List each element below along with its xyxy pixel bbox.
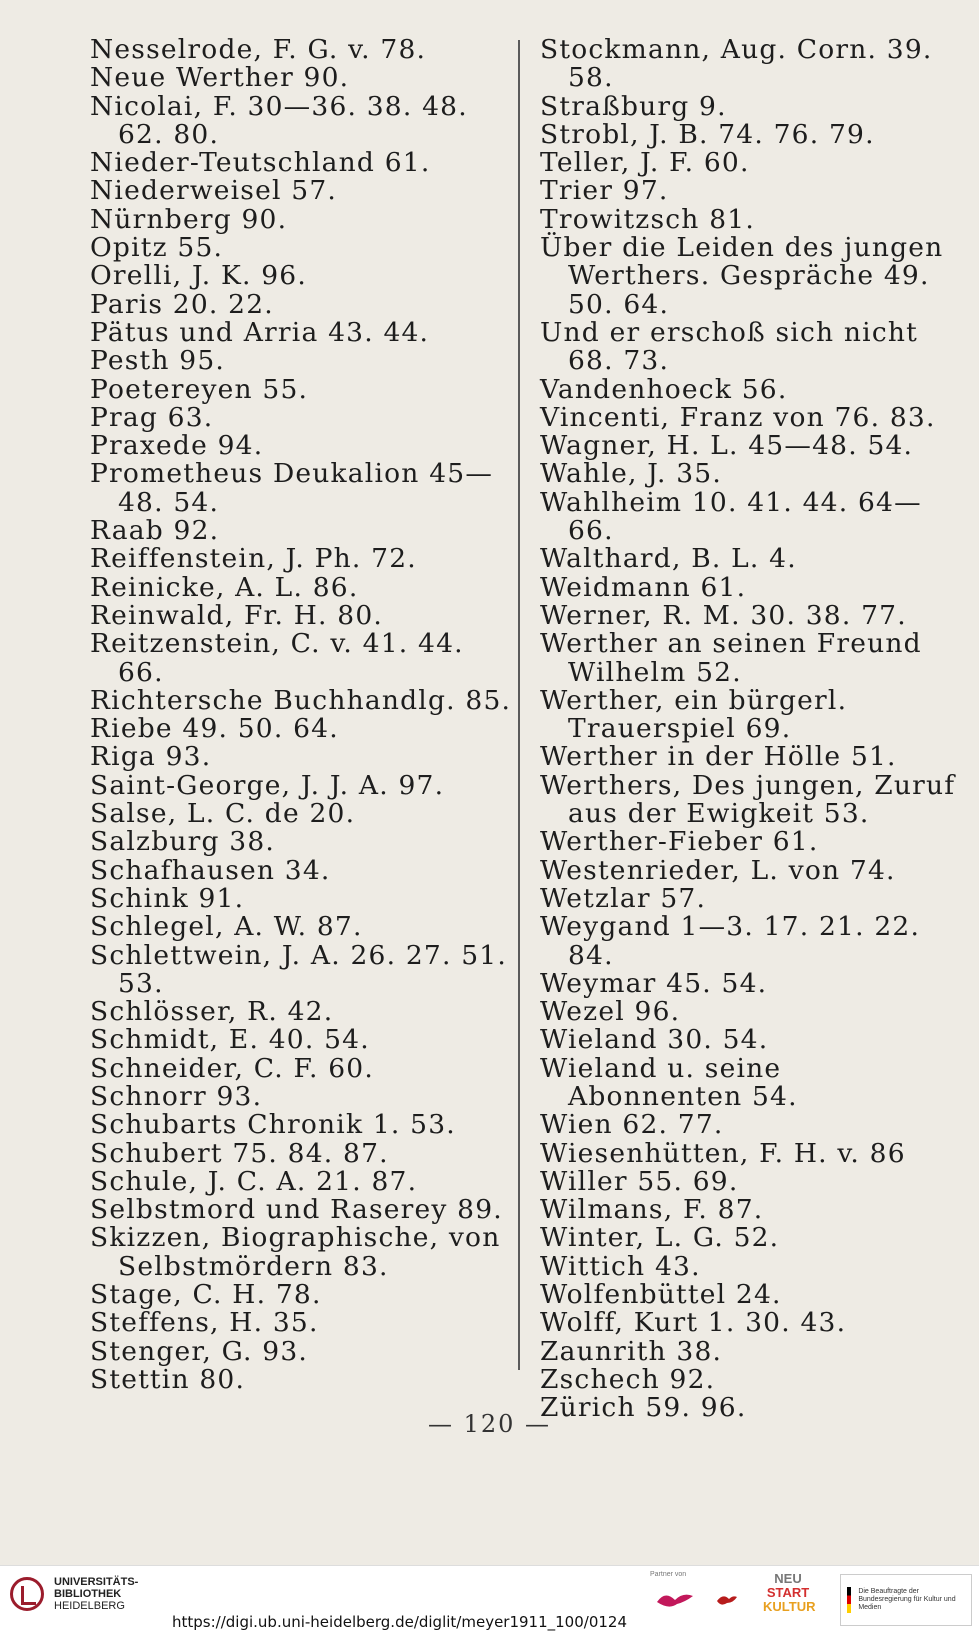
index-entry: Zschech 92. xyxy=(540,1363,716,1395)
index-entry: Prometheus Deukalion 45—48. 54. xyxy=(90,458,494,518)
index-entry: Skizzen, Biographische, von Selbstmördern 83. xyxy=(90,1222,501,1282)
index-column-left xyxy=(90,36,515,1394)
partner-bird-icon[interactable] xyxy=(715,1591,739,1609)
index-entry: Poetereyen 55. xyxy=(90,373,309,405)
neustart-line2: START xyxy=(766,1585,810,1600)
index-entry: Zürich 59. 96. xyxy=(540,1392,747,1424)
index-entry: Walthard, B. L. 4. xyxy=(540,543,797,575)
index-entry: Teller, J. F. 60. xyxy=(540,147,750,179)
index-entry: Zaunrith 38. xyxy=(540,1335,723,1367)
index-entry: Schnorr 93. xyxy=(90,1080,263,1112)
index-entry: Und er erschoß sich nicht 68. 73. xyxy=(540,316,919,377)
index-entry: Trowitzsch 81. xyxy=(540,203,755,235)
library-name-line2: BIBLIOTHEK xyxy=(54,1588,122,1600)
index-entry: Schlettwein, J. A. 26. 27. 51. 53. xyxy=(90,939,507,999)
index-entry: Wahle, J. 35. xyxy=(540,458,722,490)
index-entry: Wahlheim 10. 41. 44. 64—66. xyxy=(540,486,922,547)
index-entry: Werther-Fieber 61. xyxy=(540,826,819,858)
index-entry: Riebe 49. 50. 64. xyxy=(90,713,339,745)
index-entry: Salzburg 38. xyxy=(90,826,276,858)
viewer-footer xyxy=(0,1565,979,1636)
index-entry: Werthers, Des jungen, Zuruf aus der Ewigkeit 53. xyxy=(540,769,956,830)
index-entry: Stenger, G. 93. xyxy=(90,1335,309,1367)
bkm-logo[interactable] xyxy=(840,1574,972,1626)
index-column-right xyxy=(540,36,960,1423)
index-entry: Schink 91. xyxy=(90,882,245,914)
index-entry: Weymar 45. 54. xyxy=(540,967,768,999)
index-entry: Reinicke, A. L. 86. xyxy=(90,571,359,603)
index-entry: Wieland 30. 54. xyxy=(540,1024,769,1056)
index-entry: Über die Leiden des jungen Werthers. Gespräche 49. 50. 64. xyxy=(540,232,944,320)
index-entry: Strobl, J. B. 74. 76. 79. xyxy=(540,118,875,150)
index-entry: Schubarts Chronik 1. 53. xyxy=(90,1109,456,1141)
index-entry: Wieland u. seine Abonnenten 54. xyxy=(540,1052,798,1112)
index-entry: Wiesenhütten, F. H. v. 86 xyxy=(540,1137,906,1169)
index-entry: Prag 63. xyxy=(90,401,214,433)
index-entry: Schneider, C. F. 60. xyxy=(90,1052,374,1084)
index-entry: Nieder-Teutschland 61. xyxy=(90,147,431,179)
index-entry: Willer 55. 69. xyxy=(540,1165,739,1197)
index-entry: Wagner, H. L. 45—48. 54. xyxy=(540,430,914,462)
index-entry: Steffens, H. 35. xyxy=(90,1307,319,1339)
index-entry: Westenrieder, L. von 74. xyxy=(540,854,896,886)
index-entry: Richtersche Buchhandlg. 85. xyxy=(90,684,512,716)
index-entry: Nesselrode, F. G. v. 78. xyxy=(90,34,427,65)
index-entry: Salse, L. C. de 20. xyxy=(90,798,356,830)
index-entry: Nürnberg 90. xyxy=(90,203,288,235)
index-entry: Werther, ein bürgerl. Trauerspiel 69. xyxy=(540,684,848,745)
index-entry: Reitzenstein, C. v. 41. 44. 66. xyxy=(90,628,464,688)
index-entry: Wolff, Kurt 1. 30. 43. xyxy=(540,1307,847,1339)
neustart-line3: KULTUR xyxy=(763,1599,816,1614)
index-entry: Selbstmord und Raserey 89. xyxy=(90,1194,503,1226)
index-entry: Straßburg 9. xyxy=(540,90,727,122)
library-name-line1: UNIVERSITÄTS- xyxy=(54,1576,139,1588)
index-entry: Schafhausen 34. xyxy=(90,854,331,886)
index-entry: Praxede 94. xyxy=(90,430,264,462)
index-entry: Stage, C. H. 78. xyxy=(90,1279,322,1311)
bkm-text: Die Beauftragte der Bundesregierung für Kultur und Medien xyxy=(858,1588,956,1611)
index-entry: Paris 20. 22. xyxy=(90,288,274,320)
column-divider xyxy=(518,40,520,1370)
page-number: — 120 — xyxy=(427,1410,552,1438)
index-entry: Reiffenstein, J. Ph. 72. xyxy=(90,543,417,575)
index-entry: Schubert 75. 84. 87. xyxy=(90,1137,389,1169)
index-entry: Weygand 1—3. 17. 21. 22. 84. xyxy=(540,911,921,971)
permalink-url[interactable]: https://digi.ub.uni-heidelberg.de/diglit/meyer1911_100/0124 xyxy=(172,1613,627,1631)
partner-label: Partner von xyxy=(650,1571,687,1578)
index-entry: Werner, R. M. 30. 38. 77. xyxy=(540,599,907,631)
index-entry: Winter, L. G. 52. xyxy=(540,1222,780,1254)
index-entry: Vandenhoeck 56. xyxy=(540,373,788,405)
index-entry: Schlegel, A. W. 87. xyxy=(90,911,363,943)
ub-logo-text xyxy=(54,1576,138,1612)
ub-heidelberg-logo[interactable] xyxy=(10,1576,138,1612)
federal-eagle-icon xyxy=(847,1587,854,1613)
index-entry: Wetzlar 57. xyxy=(540,882,707,914)
ub-logo-icon xyxy=(10,1577,44,1611)
index-entry: Niederweisel 57. xyxy=(90,175,338,207)
index-entry: Werther an seinen Freund Wilhelm 52. xyxy=(540,628,922,688)
index-entry: Wien 62. 77. xyxy=(540,1109,724,1141)
index-entry: Pesth 95. xyxy=(90,345,226,377)
index-entry: Opitz 55. xyxy=(90,232,224,264)
index-entry: Orelli, J. K. 96. xyxy=(90,260,307,292)
index-entry: Schlösser, R. 42. xyxy=(90,996,334,1028)
index-entry: Wittich 43. xyxy=(540,1250,701,1282)
index-entry: Wolfenbüttel 24. xyxy=(540,1279,782,1311)
ddb-bird-icon[interactable] xyxy=(655,1588,695,1612)
index-entry: Vincenti, Franz von 76. 83. xyxy=(540,401,936,433)
index-entry: Riga 93. xyxy=(90,741,212,773)
library-name-line3: HEIDELBERG xyxy=(54,1600,125,1612)
index-entry: Raab 92. xyxy=(90,515,220,547)
index-entry: Wilmans, F. 87. xyxy=(540,1194,764,1226)
index-entry: Nicolai, F. 30—36. 38. 48. 62. 80. xyxy=(90,90,468,150)
index-entry: Wezel 96. xyxy=(540,996,681,1028)
index-entry: Schmidt, E. 40. 54. xyxy=(90,1024,370,1056)
neustart-kultur-logo[interactable] xyxy=(763,1571,816,1614)
index-entry: Weidmann 61. xyxy=(540,571,747,603)
index-entry: Schule, J. C. A. 21. 87. xyxy=(90,1165,418,1197)
index-entry: Reinwald, Fr. H. 80. xyxy=(90,599,384,631)
index-entry: Saint-George, J. J. A. 97. xyxy=(90,769,445,801)
index-entry: Pätus und Arria 43. 44. xyxy=(90,316,430,348)
index-entry: Stockmann, Aug. Corn. 39. 58. xyxy=(540,34,933,94)
index-entry: Stettin 80. xyxy=(90,1363,246,1395)
index-entry: Neue Werther 90. xyxy=(90,62,350,94)
index-entry: Trier 97. xyxy=(540,175,669,207)
index-entry: Werther in der Hölle 51. xyxy=(540,741,897,773)
neustart-line1: NEU xyxy=(774,1571,802,1586)
